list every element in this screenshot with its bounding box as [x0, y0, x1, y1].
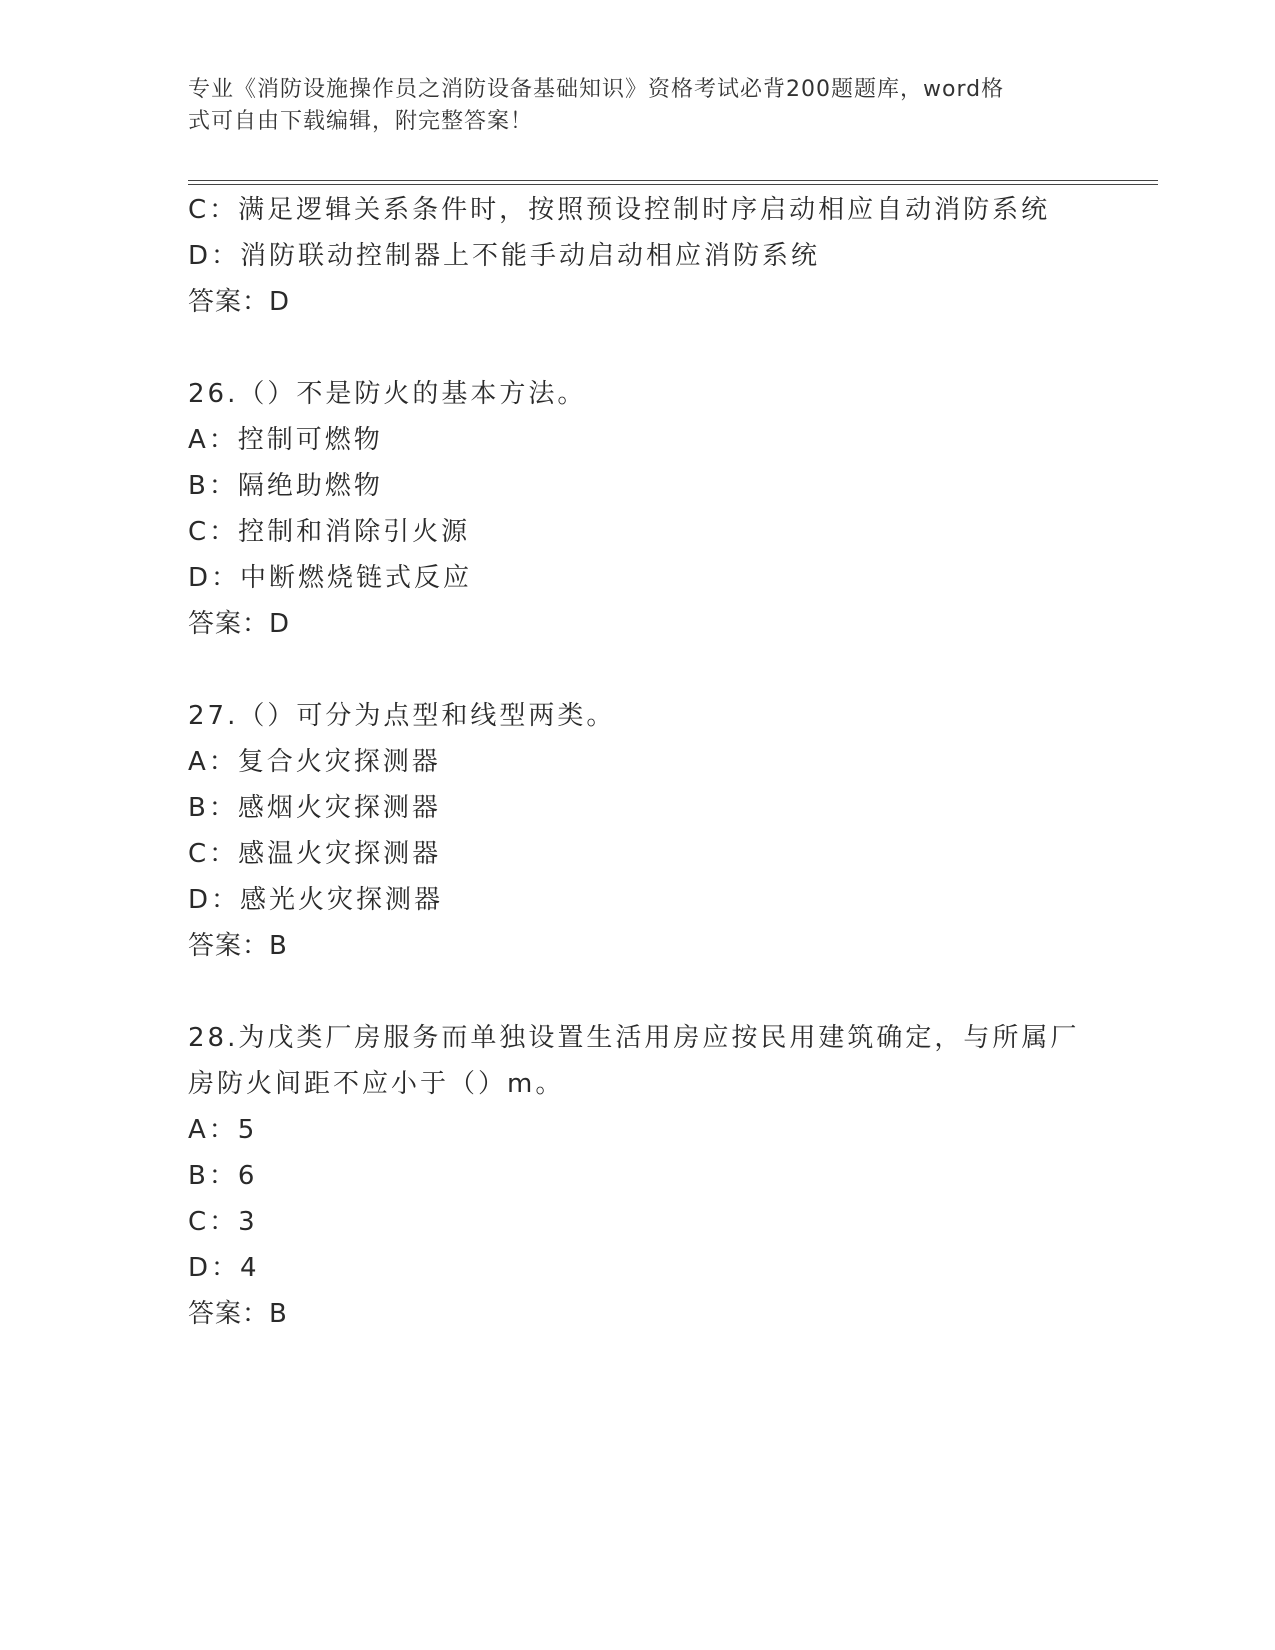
option-b: B：隔绝助燃物 — [188, 471, 383, 501]
option-a: A：复合火灾探测器 — [188, 747, 441, 777]
option-b: B：感烟火灾探测器 — [188, 793, 441, 823]
option-d: D：消防联动控制器上不能手动启动相应消防系统 — [188, 241, 821, 271]
document-header — [188, 74, 1088, 138]
question-28 — [188, 1015, 1088, 1337]
option-a: A：控制可燃物 — [188, 425, 383, 455]
option-d: D：感光火灾探测器 — [188, 885, 444, 915]
option-c: C：3 — [188, 1207, 258, 1237]
header-line-1: 专业《消防设施操作员之消防设备基础知识》资格考试必背200题题库，word格 — [188, 77, 1005, 102]
spacer — [188, 647, 1088, 693]
header-divider-bottom — [188, 184, 1158, 185]
spacer — [188, 969, 1088, 1015]
answer-line: 答案：B — [188, 1299, 288, 1329]
option-c: C：满足逻辑关系条件时，按照预设控制时序启动相应自动消防系统 — [188, 195, 1051, 225]
option-d: D：中断燃烧链式反应 — [188, 563, 473, 593]
answer-line: 答案：B — [188, 931, 288, 961]
question-stem-line-2: 房防火间距不应小于（）m。 — [188, 1069, 565, 1099]
question-content — [188, 187, 1088, 1337]
answer-line: 答案：D — [188, 609, 291, 639]
option-a: A：5 — [188, 1115, 258, 1145]
option-c: C：控制和消除引火源 — [188, 517, 471, 547]
answer-line: 答案：D — [188, 287, 291, 317]
question-stem-line-1: 28.为戊类厂房服务而单独设置生活用房应按民用建筑确定，与所属厂 — [188, 1023, 1080, 1053]
previous-question-tail — [188, 187, 1088, 325]
question-26 — [188, 371, 1088, 647]
question-stem: 27.（）可分为点型和线型两类。 — [188, 701, 616, 731]
header-line-2: 式可自由下载编辑，附完整答案！ — [188, 109, 534, 134]
question-stem: 26.（）不是防火的基本方法。 — [188, 379, 587, 409]
option-b: B：6 — [188, 1161, 258, 1191]
option-c: C：感温火灾探测器 — [188, 839, 442, 869]
header-divider-top — [188, 180, 1158, 181]
spacer — [188, 325, 1088, 371]
question-27 — [188, 693, 1088, 969]
option-d: D：4 — [188, 1253, 260, 1283]
